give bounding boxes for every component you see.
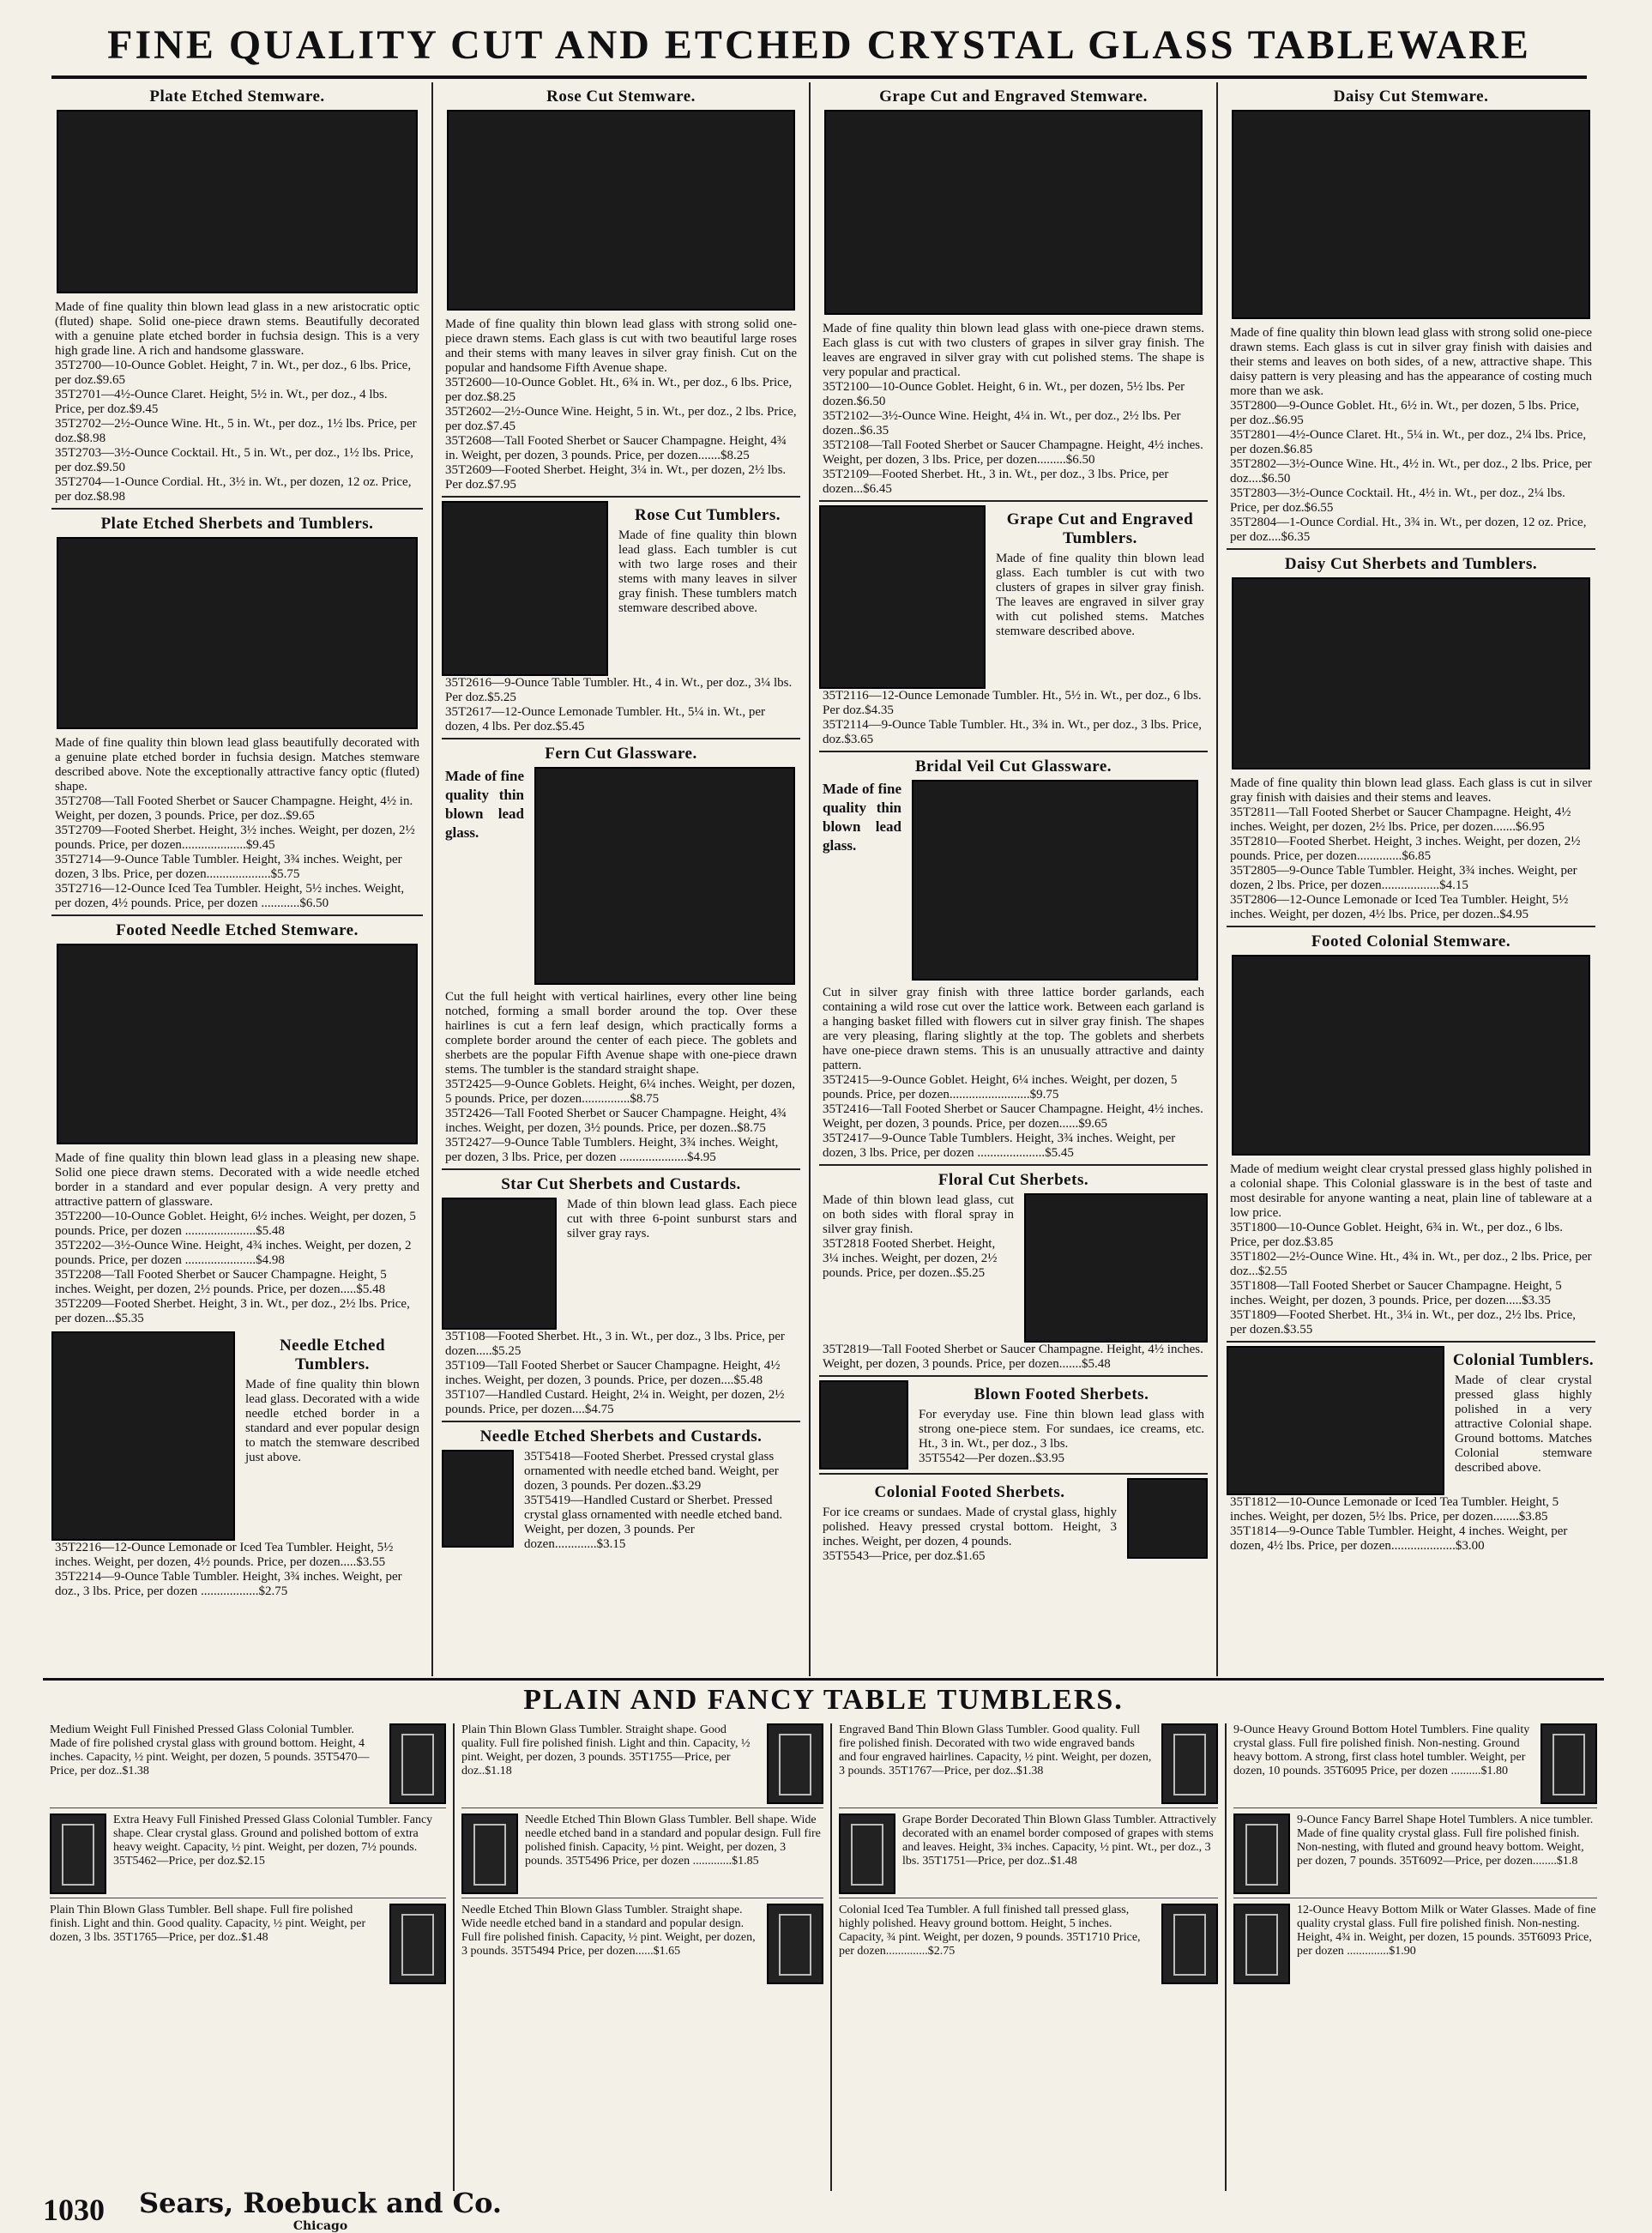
item: 35T2100—10-Ounce Goblet. Height, 6 in. Wt., per dozen, 5½ lbs. Per dozen.$6.50: [823, 380, 1185, 408]
item: 35T1802—2½-Ounce Wine. Ht., 4¾ in. Wt., per doz., 2 lbs. Price, per doz...$2.55: [1230, 1250, 1592, 1278]
page-footer: [43, 2187, 1604, 2233]
product-photo: [819, 1380, 908, 1470]
product-photo: [1232, 577, 1590, 769]
section-description: For ice creams or sundaes. Made of crystal glass, highly polished. Heavy pressed crystal bottom. Height, 3 inches. Weight, per dozen, 4 pounds.: [823, 1506, 1117, 1548]
tumbler-photo: [461, 1814, 518, 1894]
product-photo: [1232, 955, 1590, 1156]
product-photo: [442, 501, 608, 676]
item: 35T2214—9-Ounce Table Tumbler. Height, 3¾ inches. Weight, per doz., 3 lbs. Price, per dozen ..................$2.75: [55, 1570, 402, 1598]
section-description: Made of fine quality thin blown lead glass with strong solid one-piece drawn stems. Each glass is cut in silver gray finish with daisies and their stems and leaves on both sides, of a new, attractive shape. This daisy pattern is very pleasing and has the appearance of costing much more than we ask.: [1230, 326, 1592, 398]
item: 35T5418—Footed Sherbet. Pressed crystal glass ornamented with needle etched band. Weight, per dozen, 3 pounds. Per dozen..$3.29: [524, 1450, 779, 1493]
product-photo: [447, 110, 795, 311]
tumbler-item: Needle Etched Thin Blown Glass Tumbler. Bell shape. Wide needle etched band in a standard and popular design. Full fire polished finish. Capacity, ½ pint. Weight, per dozen, 3 pounds. 35T5496 Price, per dozen .............$1.85: [525, 1814, 821, 1868]
section-title: Footed Colonial Stemware.: [1311, 932, 1511, 951]
item: 35T2800—9-Ounce Goblet. Ht., 6½ in. Wt., per dozen, 5 lbs. Price, per doz..$6.95: [1230, 399, 1580, 427]
section-title: Plate Etched Stemware.: [149, 88, 325, 106]
item: 35T2425—9-Ounce Goblets. Height, 6¼ inches. Weight, per dozen, 5 pounds. Price, per dozen...............$8.75: [445, 1077, 796, 1106]
item: 35T2415—9-Ounce Goblet. Height, 6¼ inches. Weight, per dozen, 5 pounds. Price, per dozen.........................$9.75: [823, 1073, 1178, 1101]
product-photo: [442, 1198, 557, 1330]
item: 35T2802—3½-Ounce Wine. Ht., 4½ in. Wt., per doz., 2 lbs. Price, per doz....$6.50: [1230, 457, 1592, 486]
column-1: [43, 82, 433, 1676]
section-description: Cut in silver gray finish with three lattice border garlands, each containing a wild rose cut over the lattice work. Between each garland is a hanging basket filled with flowers cut in silver gray finish. The shapes are very pleasing, flaring slightly at the top. The goblets and sherbets have one-piece drawn stems. This is an unusually attractive and dainty pattern.: [823, 986, 1204, 1072]
tumbler-photo: [389, 1723, 446, 1804]
item: 35T2702—2½-Ounce Wine. Ht., 5 in. Wt., per doz., 1½ lbs. Price, per doz.$8.98: [55, 417, 417, 445]
section-title: Colonial Tumblers.: [1452, 1351, 1595, 1369]
item: 35T2209—Footed Sherbet. Height, 3 in. Wt., per doz., 2½ lbs. Price, per dozen...$5.35: [55, 1297, 410, 1325]
item: 35T2703—3½-Ounce Cocktail. Ht., 5 in. Wt., per doz., 1½ lbs. Price, per doz.$9.50: [55, 446, 413, 474]
section-title: Rose Cut Stemware.: [546, 88, 696, 106]
item: 35T5543—Price, per doz.$1.65: [823, 1549, 986, 1563]
section-description: Cut the full height with vertical hairlines, every other line being notched, forming a small border around the top. Over these hairlines is cut a fern leaf design, which practically forms a complete border around the center of each piece. The goblets and sherbets are the popular Fifth Avenue shape with one-piece drawn stems. The tumbler is the standard straight shape.: [445, 990, 797, 1077]
page-title: FINE QUALITY CUT AND ETCHED CRYSTAL GLASS TABLEWARE: [51, 15, 1587, 79]
product-photo: [824, 110, 1203, 315]
item: 35T2416—Tall Footed Sherbet or Saucer Champagne. Height, 4½ inches. Weight, per dozen, 3 pounds. Price, per dozen......$9.65: [823, 1102, 1203, 1131]
item: 35T107—Handled Custard. Height, 2¼ in. Weight, per dozen, 2½ pounds. Price, per dozen....$4.75: [445, 1388, 785, 1416]
page-number: 1030: [43, 2193, 105, 2227]
item: 35T2708—Tall Footed Sherbet or Saucer Champagne. Height, 4½ in. Weight, per dozen, 3 pounds. Price, per doz..$9.65: [55, 794, 413, 823]
item: 35T5542—Per dozen..$3.95: [919, 1451, 1064, 1465]
product-photo: [819, 505, 986, 689]
tumblers-column-4: [1227, 1723, 1604, 2191]
section-description: Made of fine quality thin blown lead glass in a pleasing new shape. Solid one piece drawn stems. Decorated with a wide needle etched border in a standard and ever popular design. A very pretty and attractive pattern of glassware.: [55, 1151, 419, 1209]
tumblers-column-2: [455, 1723, 832, 2191]
section-description: Made of fine quality thin blown lead glass. Each tumbler is cut with two clusters of grapes in silver gray finish. The leaves are engraved in silver gray with cut polished stems. Matches stemware described above.: [996, 552, 1204, 638]
item: 35T1814—9-Ounce Table Tumbler. Height, 4 inches. Weight, per dozen, 4½ lbs. Price, per dozen....................$3.00: [1230, 1524, 1568, 1553]
section-title: Needle Etched Sherbets and Custards.: [479, 1427, 763, 1445]
tumbler-photo: [1161, 1904, 1218, 1984]
section-title: Grape Cut and Engraved Stemware.: [879, 88, 1148, 106]
item: 35T2804—1-Ounce Cordial. Ht., 3¾ in. Wt., per dozen, 12 oz. Price, per doz....$6.35: [1230, 516, 1587, 544]
tumbler-photo: [1540, 1723, 1597, 1804]
item: 35T2700—10-Ounce Goblet. Height, 7 in. Wt., per doz., 6 lbs. Price, per doz.$9.65: [55, 359, 412, 387]
item: 35T2102—3½-Ounce Wine. Height, 4¼ in. Wt., per doz., 2½ lbs. Per dozen..$6.35: [823, 409, 1181, 438]
column-4: [1218, 82, 1604, 1676]
tumblers-section: [43, 1678, 1604, 2195]
tumbler-photo: [767, 1904, 823, 1984]
tumbler-photo: [1233, 1904, 1290, 1984]
tumbler-photo: [1233, 1814, 1290, 1894]
product-photo: [57, 110, 418, 293]
item: 35T2427—9-Ounce Table Tumblers. Height, 3¾ inches. Weight, per dozen, 3 lbs. Price, per dozen .....................$4.95: [445, 1136, 779, 1164]
product-photo: [534, 767, 795, 985]
item: 35T2109—Footed Sherbet. Ht., 3 in. Wt., per doz., 3 lbs. Price, per dozen...$6.45: [823, 468, 1169, 496]
tumbler-item: Plain Thin Blown Glass Tumbler. Bell shape. Full fire polished finish. Light and thin. Good quality. Capacity, ½ pint. Weight, per dozen, 3 lbs. 35T1765—Price, per doz..$1.48: [50, 1904, 366, 1944]
tumbler-photo: [839, 1814, 895, 1894]
tumblers-column-1: [43, 1723, 455, 2191]
tumbler-item: Grape Border Decorated Thin Blown Glass Tumbler. Attractively decorated with an enamel border composed of grapes with stems and leaves. Height, 3¾ inches. Capacity, ½ pint. Wt., per doz., 3 lbs. 35T1751—Price, per doz..$1.48: [902, 1814, 1217, 1868]
item: 35T2701—4½-Ounce Claret. Height, 5½ in. Wt., per doz., 4 lbs. Price, per doz.$9.45: [55, 388, 388, 416]
section-side-text: Made of fine quality thin blown lead glass.: [823, 781, 901, 854]
item: 35T1809—Footed Sherbet. Ht., 3¼ in. Wt., per doz., 2½ lbs. Price, per dozen.$3.55: [1230, 1308, 1577, 1337]
item: 35T2806—12-Ounce Lemonade or Iced Tea Tumbler. Height, 5½ inches. Weight, per dozen, 4½ lbs. Price, per dozen..$4.95: [1230, 893, 1569, 921]
section-title: Rose Cut Tumblers.: [635, 506, 781, 524]
tumbler-item: 12-Ounce Heavy Bottom Milk or Water Glasses. Made of fine quality crystal glass. Full fire polished finish. Non-nesting. Height, 4¾ in. Weight, per dozen, 15 pounds. 35T6093 Price, per dozen ..............$1.90: [1297, 1904, 1596, 1958]
item: 35T108—Footed Sherbet. Ht., 3 in. Wt., per doz., 3 lbs. Price, per dozen.....$5.25: [445, 1330, 785, 1358]
item: 35T2600—10-Ounce Goblet. Ht., 6¾ in. Wt., per doz., 6 lbs. Price, per doz.$8.25: [445, 376, 793, 404]
item: 35T2803—3½-Ounce Cocktail. Ht., 4½ in. Wt., per doz., 2¼ lbs. Price, per doz.$6.55: [1230, 486, 1565, 515]
brand-logo: [139, 2187, 502, 2233]
item: 35T2608—Tall Footed Sherbet or Saucer Champagne. Height, 4¾ in. Weight, per dozen, 3 pounds. Price, per dozen.......$8.25: [445, 434, 787, 462]
product-photo: [57, 537, 418, 729]
product-photo: [912, 780, 1198, 981]
item: 35T2417—9-Ounce Table Tumblers. Height, 3¾ inches. Weight, per dozen, 3 lbs. Price, per dozen .....................$5.45: [823, 1132, 1176, 1160]
item: 35T2801—4½-Ounce Claret. Ht., 5¼ in. Wt., per doz., 2¼ lbs. Price, per dozen.$6.85: [1230, 428, 1587, 456]
item: 35T2810—Footed Sherbet. Height, 3 inches. Weight, per dozen, 2½ pounds. Price, per dozen..............$6.85: [1230, 835, 1581, 863]
section-title: Floral Cut Sherbets.: [938, 1171, 1089, 1189]
item: 35T2811—Tall Footed Sherbet or Saucer Champagne. Height, 4½ inches. Weight, per dozen, 2½ lbs. Price, per dozen.......$6.95: [1230, 806, 1571, 834]
item: 35T2216—12-Ounce Lemonade or Iced Tea Tumbler. Height, 5½ inches. Weight, per dozen, 4½ pounds. Price, per dozen.....$3.55: [55, 1541, 394, 1569]
item: 35T2208—Tall Footed Sherbet or Saucer Champagne. Height, 5 inches. Weight, per dozen, 2½ pounds. Price, per dozen.....$5.48: [55, 1268, 387, 1296]
tumbler-photo: [389, 1904, 446, 1984]
product-photo: [51, 1331, 235, 1541]
tumbler-item: Medium Weight Full Finished Pressed Glass Colonial Tumbler. Made of fire polished crystal glass with ground bottom. Height, 4 inches. Capacity, ½ pint. Weight, per dozen, 5 pounds. 35T5470—Price, per doz..$1.38: [50, 1723, 370, 1777]
section-title: Fern Cut Glassware.: [545, 745, 697, 763]
section-title: Star Cut Sherbets and Custards.: [501, 1175, 741, 1193]
tumbler-item: Colonial Iced Tea Tumbler. A full finished tall pressed glass, highly polished. Heavy ground bottom. Height, 5 inches. Capacity, ¾ pint. Weight, per dozen, 9 pounds. 35T1710 Price, per dozen..............$2.75: [839, 1904, 1141, 1958]
item: 35T2818 Footed Sherbet. Height, 3¼ inches. Weight, per dozen, 2½ pounds. Price, per dozen..$5.25: [823, 1237, 998, 1280]
tumbler-item: 9-Ounce Heavy Ground Bottom Hotel Tumblers. Fine quality crystal glass. Full fire polished finish. Non-nesting. Ground heavy bottom. A strong, first class hotel tumbler. Weight, per dozen, 10 pounds. 35T6095 Price, per dozen ..........$1.80: [1233, 1723, 1530, 1777]
section-description: Made of thin blown lead glass. Each piece cut with three 6-point sunburst stars and silver gray rays.: [567, 1198, 797, 1240]
item: 35T5419—Handled Custard or Sherbet. Pressed crystal glass ornamented with needle etched band. Weight, per dozen, 3 pounds. Per dozen.............$3.15: [524, 1494, 783, 1551]
item: 35T1812—10-Ounce Lemonade or Iced Tea Tumbler. Height, 5 inches. Weight, per dozen, 5½ lbs. Price, per dozen........$3.85: [1230, 1495, 1559, 1524]
tumbler-item: Needle Etched Thin Blown Glass Tumbler. Straight shape. Wide needle etched band in a standard and popular design. Full fire polished finish. Capacity, ½ pint. Weight, per dozen, 3 pounds. 35T5494 Price, per dozen......$1.65: [461, 1904, 756, 1958]
tumblers-column-3: [832, 1723, 1227, 2191]
section-title: Grape Cut and Engraved Tumblers.: [1006, 510, 1194, 547]
item: 35T2616—9-Ounce Table Tumbler. Ht., 4 in. Wt., per doz., 3¼ lbs. Per doz.$5.25: [445, 676, 793, 704]
item: 35T109—Tall Footed Sherbet or Saucer Champagne. Height, 4½ inches. Weight, per dozen, 3 pounds. Price, per dozen....$5.48: [445, 1359, 781, 1387]
section-description: Made of fine quality thin blown lead glass beautifully decorated with a genuine plate etched border in fuchsia design. Matches stemware described above. Note the exceptionally attractive fancy optic (fluted) shape.: [55, 736, 419, 794]
section-description: Made of fine quality thin blown lead glass with strong solid one-piece drawn stems. Each glass is cut with two beautiful large roses and their stems with many leaves in silver gray finish. Cut on the popular and handsome Fifth Avenue shape.: [445, 317, 797, 375]
section-title: Needle Etched Tumblers.: [279, 1337, 386, 1373]
column-2: [433, 82, 811, 1676]
section-side-text: Made of fine quality thin blown lead glass.: [445, 768, 524, 841]
section-description: Made of medium weight clear crystal pressed glass highly polished in a colonial shape. This Colonial glassware is in the best of taste and most desirable for anyone wanting a neat, plain line of tableware at a low price.: [1230, 1162, 1592, 1220]
tumbler-item: 9-Ounce Fancy Barrel Shape Hotel Tumblers. A nice tumbler. Made of fine quality crystal glass. Full fire polished finish. Non-nesting, with fluted and ground heavy bottom. Weight, per dozen, 7 pounds. 35T6092—Price, per dozen........$1.8: [1297, 1814, 1594, 1868]
tumbler-item: Engraved Band Thin Blown Glass Tumbler. Good quality. Full fire polished finish. Decorated with two wide engraved bands and four engraved hairlines. Capacity, ½ pint. Weight, per dozen, 3 pounds. 35T1767—Price, per doz..$1.38: [839, 1723, 1152, 1777]
section-title: Daisy Cut Stemware.: [1333, 88, 1489, 106]
section-title: PLAIN AND FANCY TABLE TUMBLERS.: [523, 1684, 1124, 1716]
item: 35T2609—Footed Sherbet. Height, 3¼ in. Wt., per dozen, 2½ lbs. Per doz.$7.95: [445, 463, 787, 492]
section-description: Made of fine quality thin blown lead glass. Each glass is cut in silver gray finish with daisies and their stems and leaves.: [1230, 776, 1592, 805]
item: 35T2714—9-Ounce Table Tumbler. Height, 3¾ inches. Weight, per dozen, 3 lbs. Price, per dozen....................$5.75: [55, 853, 402, 881]
item: 35T2114—9-Ounce Table Tumbler. Ht., 3¾ in. Wt., per doz., 3 lbs. Price, doz.$3.65: [823, 718, 1202, 746]
section-title: Blown Footed Sherbets.: [974, 1385, 1149, 1403]
section-description: Made of fine quality thin blown lead glass in a new aristocratic optic (fluted) shape. Solid one-piece drawn stems. Beautifully decorated with a genuine plate etched border in fuchsia design. This is a very high grade line. A rich and handsome glassware.: [55, 300, 419, 358]
item: 35T2202—3½-Ounce Wine. Height, 4¾ inches. Weight, per dozen, 2 pounds. Price, per dozen ......................$4.98: [55, 1239, 412, 1267]
item: 35T2819—Tall Footed Sherbet or Saucer Champagne. Height, 4½ inches. Weight, per dozen, 3 pounds. Price, per dozen.......$5.48: [823, 1343, 1203, 1371]
section-description: Made of thin blown lead glass, cut on both sides with floral spray in silver gray finish.: [823, 1193, 1014, 1236]
item: 35T1808—Tall Footed Sherbet or Saucer Champagne. Height, 5 inches. Weight, per dozen, 3 pounds. Price, per dozen.....$3.35: [1230, 1279, 1562, 1307]
brand-city: Chicago: [292, 2219, 348, 2233]
item: 35T2617—12-Ounce Lemonade Tumbler. Ht., 5¼ in. Wt., per dozen, 4 lbs. Per doz.$5.45: [445, 705, 766, 733]
product-photo: [1232, 110, 1590, 319]
brand-name: Sears, Roebuck and Co.: [139, 2187, 502, 2219]
section-description: Made of fine quality thin blown lead glass. Decorated with a wide needle etched border in a standard and ever popular design to match the stemware described just above.: [245, 1378, 419, 1464]
item: 35T2602—2½-Ounce Wine. Height, 5 in. Wt., per doz., 2 lbs. Price, per doz.$7.45: [445, 405, 797, 433]
section-title: Footed Needle Etched Stemware.: [116, 921, 359, 939]
tumbler-item: Extra Heavy Full Finished Pressed Glass Colonial Tumbler. Fancy shape. Clear crystal glass. Ground and polished bottom of extra heavy weight. Capacity, ½ pint. Weight, per dozen, 7½ pounds. 35T5462—Price, per doz.$2.15: [113, 1814, 433, 1868]
item: 35T2200—10-Ounce Goblet. Height, 6½ inches. Weight, per dozen, 5 pounds. Price, per dozen ......................$5.48: [55, 1210, 416, 1238]
product-photo: [1127, 1478, 1208, 1559]
section-description: For everyday use. Fine thin blown lead glass with strong one-piece stem. For sundaes, ice creams, etc. Ht., 3 in. Wt., per doz., 3 lbs.: [919, 1408, 1204, 1451]
item: 35T2426—Tall Footed Sherbet or Saucer Champagne. Height, 4¾ inches. Weight, per dozen, 3½ pounds. Price, per dozen..$8.75: [445, 1107, 787, 1135]
tumbler-item: Plain Thin Blown Glass Tumbler. Straight shape. Good quality. Full fire polished finish. Light and thin. Capacity, ½ pint. Weight, per dozen, 3 pounds. 35T1755—Price, per doz..$1.18: [461, 1723, 751, 1777]
section-description: Made of clear crystal pressed glass highly polished in a very attractive Colonial shape. Ground bottoms. Matches Colonial stemware described above.: [1455, 1373, 1592, 1475]
item: 35T2116—12-Ounce Lemonade Tumbler. Ht., 5½ in. Wt., per doz., 6 lbs. Per doz.$4.35: [823, 689, 1202, 717]
section-title: Colonial Footed Sherbets.: [874, 1483, 1065, 1501]
item: 35T2709—Footed Sherbet. Height, 3½ inches. Weight, per dozen, 2½ pounds. Price, per dozen....................$9.45: [55, 824, 415, 852]
product-photo: [1024, 1193, 1208, 1343]
item: 35T2108—Tall Footed Sherbet or Saucer Champagne. Height, 4½ inches. Weight, per dozen, 3 lbs. Price, per dozen.........$6.50: [823, 438, 1203, 467]
section-description: Made of fine quality thin blown lead glass. Each tumbler is cut with two large roses and their stems with many leaves in silver gray finish. These tumblers match stemware described above.: [618, 528, 797, 615]
section-title: Plate Etched Sherbets and Tumblers.: [100, 515, 374, 533]
column-3: [811, 82, 1218, 1676]
item: 35T2716—12-Ounce Iced Tea Tumbler. Height, 5½ inches. Weight, per dozen, 4½ pounds. Price, per dozen ............$6.50: [55, 882, 405, 910]
item: 35T2704—1-Ounce Cordial. Ht., 3½ in. Wt., per dozen, 12 oz. Price, per doz.$8.98: [55, 475, 412, 504]
product-photo: [1227, 1346, 1444, 1495]
tumbler-photo: [1161, 1723, 1218, 1804]
product-photo: [442, 1450, 514, 1548]
item: 35T2805—9-Ounce Table Tumbler. Height, 3¾ inches. Weight, per dozen, 2 lbs. Price, per dozen..................$4.15: [1230, 864, 1577, 892]
section-description: Made of fine quality thin blown lead glass with one-piece drawn stems. Each glass is cut with two clusters of grapes in silver gray finish. The leaves are engraved in silver gray with cut polished stems. The shape is very popular and practical.: [823, 322, 1204, 379]
tumbler-photo: [767, 1723, 823, 1804]
section-title: Bridal Veil Cut Glassware.: [914, 757, 1112, 776]
section-title: Daisy Cut Sherbets and Tumblers.: [1284, 555, 1538, 573]
item: 35T1800—10-Ounce Goblet. Height, 6¾ in. Wt., per doz., 6 lbs. Price, per doz.$3.85: [1230, 1221, 1563, 1249]
product-photo: [57, 944, 418, 1144]
tumbler-photo: [50, 1814, 106, 1894]
